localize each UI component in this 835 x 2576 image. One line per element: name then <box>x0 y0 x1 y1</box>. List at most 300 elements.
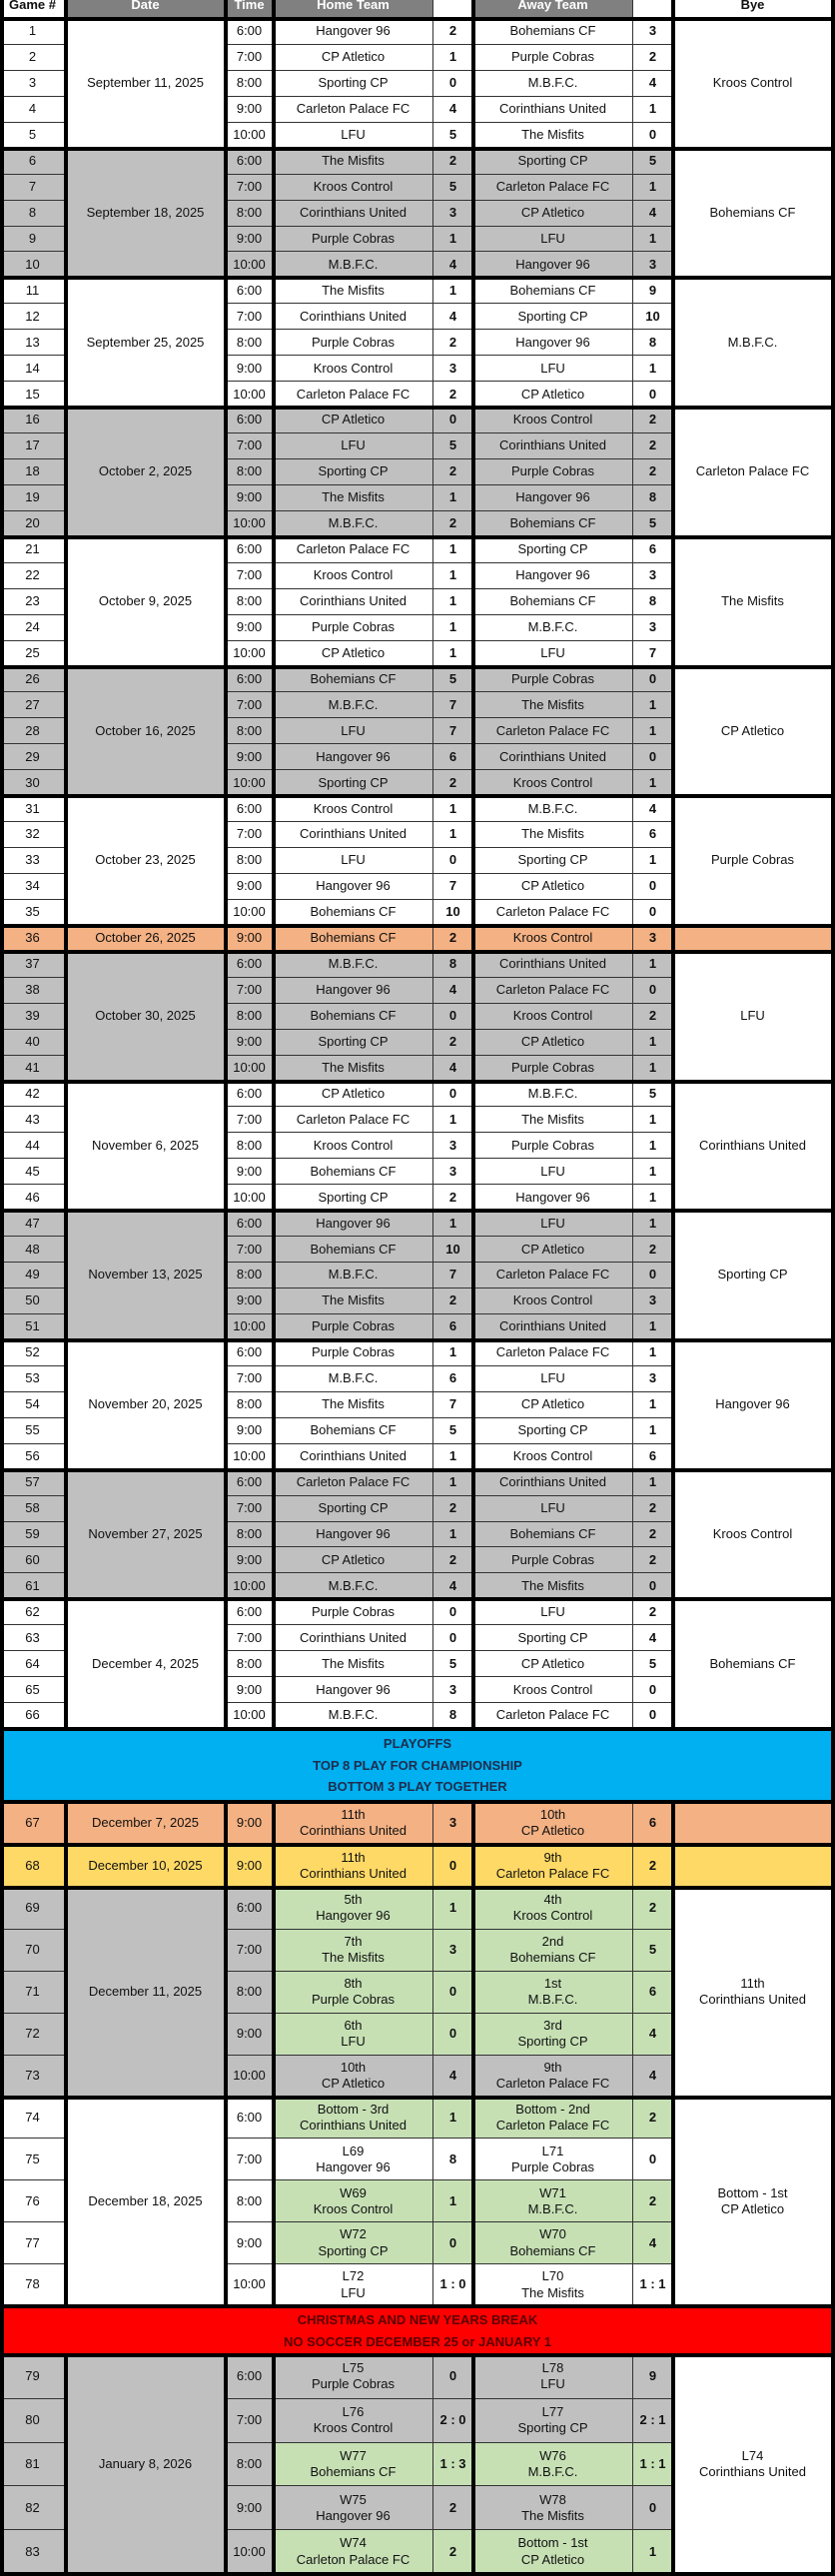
away-score: 0 <box>633 1263 673 1288</box>
match-date: December 4, 2025 <box>66 1599 226 1729</box>
game-time: 6:00 <box>226 2355 274 2399</box>
away-score: 5 <box>633 149 673 175</box>
game-time: 10:00 <box>226 1703 274 1729</box>
game-time: 7:00 <box>226 692 274 718</box>
game-time: 8:00 <box>226 71 274 97</box>
home-team-team: Bohemians CF <box>310 2464 397 2480</box>
home-team: Hangover 96 <box>274 1522 433 1548</box>
away-team-team: Bohemians CF <box>509 1950 596 1966</box>
game-time: 9:00 <box>226 1418 274 1444</box>
game-time: 7:00 <box>226 1366 274 1392</box>
home-team: CP Atletico <box>274 1082 433 1108</box>
away-score: 1 : 1 <box>633 2264 673 2306</box>
game-time: 6:00 <box>226 2098 274 2140</box>
bye-team-label: L74 <box>741 2447 764 2463</box>
game-number: 20 <box>0 511 66 537</box>
away-team: Purple Cobras <box>473 1056 633 1082</box>
home-score: 2 <box>433 149 473 175</box>
game-number: 31 <box>0 796 66 822</box>
game-number: 49 <box>0 1263 66 1288</box>
home-score: 3 <box>433 356 473 382</box>
game-number: 74 <box>0 2098 66 2140</box>
match-date: September 25, 2025 <box>66 278 226 408</box>
home-score: 3 <box>433 1802 473 1845</box>
away-team: LFU <box>473 1366 633 1392</box>
home-team: Bohemians CF <box>274 1159 433 1185</box>
match-date: October 9, 2025 <box>66 537 226 667</box>
away-score: 5 <box>633 1082 673 1108</box>
away-score: 1 <box>633 227 673 253</box>
home-team: The Misfits <box>274 1392 433 1418</box>
away-score: 8 <box>633 330 673 356</box>
bye-team: CP Atletico <box>673 667 833 797</box>
away-score: 6 <box>633 1444 673 1470</box>
home-score: 0 <box>433 2014 473 2056</box>
away-team: M.B.F.C. <box>473 1082 633 1108</box>
match-date: November 13, 2025 <box>66 1211 226 1340</box>
game-time: 10:00 <box>226 382 274 408</box>
playoffs-banner-line: BOTTOM 3 PLAY TOGETHER <box>328 1779 507 1795</box>
home-team-team: Corinthians United <box>300 2117 407 2133</box>
home-team-label: 11th <box>341 1849 366 1865</box>
away-team <box>473 1972 633 2014</box>
game-time: 10:00 <box>226 123 274 149</box>
game-number: 5 <box>0 123 66 149</box>
away-score: 1 <box>633 1107 673 1133</box>
away-team-team: M.B.F.C. <box>527 2464 578 2480</box>
away-team: Purple Cobras <box>473 459 633 485</box>
game-number: 25 <box>0 641 66 667</box>
game-time: 7:00 <box>226 978 274 1004</box>
game-number: 10 <box>0 252 66 278</box>
away-score: 0 <box>633 900 673 926</box>
game-time: 6:00 <box>226 1599 274 1625</box>
column-divider <box>64 0 68 2574</box>
home-score: 1 <box>433 537 473 563</box>
home-team-label: 6th <box>344 2017 363 2033</box>
game-time: 8:00 <box>226 1133 274 1159</box>
away-score: 2 <box>633 45 673 71</box>
game-number: 37 <box>0 952 66 978</box>
home-team: Hangover 96 <box>274 19 433 45</box>
away-team: Sporting CP <box>473 1418 633 1444</box>
away-team: Purple Cobras <box>473 1547 633 1573</box>
away-team: CP Atletico <box>473 1237 633 1263</box>
away-score: 2 <box>633 1547 673 1573</box>
home-score: 4 <box>433 252 473 278</box>
match-date: December 7, 2025 <box>66 1802 226 1845</box>
home-team <box>274 2530 433 2574</box>
away-team: Purple Cobras <box>473 1133 633 1159</box>
home-team: Hangover 96 <box>274 1211 433 1237</box>
home-team-label: W74 <box>340 2535 367 2551</box>
match-date: November 20, 2025 <box>66 1340 226 1470</box>
away-score: 1 <box>633 2530 673 2574</box>
bye-team: Bohemians CF <box>673 149 833 279</box>
away-team: Carleton Palace FC <box>473 978 633 1004</box>
week-divider <box>0 1338 835 1342</box>
away-team: LFU <box>473 1496 633 1522</box>
away-team: LFU <box>473 227 633 253</box>
away-team-label: L71 <box>541 2143 564 2158</box>
away-score: 2 <box>633 2098 673 2140</box>
away-team-label: 9th <box>543 1849 562 1865</box>
game-time: 7:00 <box>226 1496 274 1522</box>
away-score: 2 <box>633 1599 673 1625</box>
away-team-team: LFU <box>540 2376 565 2392</box>
match-date: October 23, 2025 <box>66 796 226 926</box>
home-score: 1 <box>433 45 473 71</box>
game-number: 77 <box>0 2222 66 2264</box>
game-number: 11 <box>0 278 66 304</box>
home-score: 0 <box>433 2355 473 2399</box>
game-time: 8:00 <box>226 1004 274 1030</box>
away-team-label: 4th <box>543 1892 562 1908</box>
home-team: Hangover 96 <box>274 744 433 770</box>
home-team: Purple Cobras <box>274 1340 433 1366</box>
home-team: Corinthians United <box>274 304 433 330</box>
playoffs-banner-line: PLAYOFFS <box>383 1736 452 1752</box>
away-score: 3 <box>633 1288 673 1314</box>
home-team-team: CP Atletico <box>321 2076 386 2092</box>
header-away: Away Team <box>473 0 633 19</box>
home-team-team: Hangover 96 <box>316 2507 391 2523</box>
away-team: M.B.F.C. <box>473 615 633 641</box>
away-team: Sporting CP <box>473 848 633 874</box>
game-time: 7:00 <box>226 1107 274 1133</box>
home-team: M.B.F.C. <box>274 1366 433 1392</box>
game-time: 10:00 <box>226 1056 274 1082</box>
game-time: 8:00 <box>226 459 274 485</box>
away-team: Bohemians CF <box>473 278 633 304</box>
away-team: CP Atletico <box>473 382 633 408</box>
column-divider <box>272 0 276 2574</box>
bye-team: Carleton Palace FC <box>673 408 833 537</box>
away-team-label: 3rd <box>543 2017 562 2033</box>
home-team: The Misfits <box>274 1056 433 1082</box>
home-score: 0 <box>433 1004 473 1030</box>
playoffs-banner <box>0 1729 835 1802</box>
bye-team: Purple Cobras <box>673 796 833 926</box>
week-divider <box>0 406 835 410</box>
away-team-label: L77 <box>541 2403 564 2419</box>
game-time: 7:00 <box>226 1930 274 1972</box>
away-team: Hangover 96 <box>473 485 633 511</box>
game-time: 6:00 <box>226 1888 274 1930</box>
away-team <box>473 2222 633 2264</box>
game-number: 21 <box>0 537 66 563</box>
bye-team <box>673 1888 833 2098</box>
week-divider <box>0 2096 835 2100</box>
away-team: CP Atletico <box>473 1651 633 1677</box>
game-time: 9:00 <box>226 926 274 952</box>
home-team <box>274 2355 433 2399</box>
home-team <box>274 2443 433 2487</box>
away-score: 1 <box>633 1392 673 1418</box>
week-divider <box>0 950 835 954</box>
away-team <box>473 2399 633 2443</box>
home-team-label: W77 <box>340 2447 367 2463</box>
home-team: CP Atletico <box>274 45 433 71</box>
home-score: 5 <box>433 433 473 459</box>
game-time: 6:00 <box>226 1211 274 1237</box>
away-score: 6 <box>633 822 673 848</box>
game-number: 56 <box>0 1444 66 1470</box>
away-team: Kroos Control <box>473 1004 633 1030</box>
game-time: 10:00 <box>226 252 274 278</box>
home-score: 1 <box>433 1522 473 1548</box>
game-number: 79 <box>0 2355 66 2399</box>
away-score: 2 <box>633 1888 673 1930</box>
home-score: 8 <box>433 952 473 978</box>
away-team: LFU <box>473 356 633 382</box>
home-team: Carleton Palace FC <box>274 1470 433 1496</box>
match-date: November 6, 2025 <box>66 1082 226 1212</box>
home-team-team: Purple Cobras <box>311 2376 396 2392</box>
home-score: 6 <box>433 744 473 770</box>
game-time: 6:00 <box>226 278 274 304</box>
match-date: December 10, 2025 <box>66 1845 226 1888</box>
home-team: Sporting CP <box>274 1030 433 1056</box>
away-team: Carleton Palace FC <box>473 1263 633 1288</box>
week-divider <box>0 1843 835 1847</box>
away-team: Corinthians United <box>473 97 633 123</box>
away-team-label: L70 <box>541 2268 564 2284</box>
game-time: 6:00 <box>226 667 274 693</box>
away-team: Bohemians CF <box>473 589 633 615</box>
away-score: 1 <box>633 356 673 382</box>
game-number: 4 <box>0 97 66 123</box>
game-number: 64 <box>0 1651 66 1677</box>
game-time: 8:00 <box>226 718 274 744</box>
home-team: LFU <box>274 718 433 744</box>
game-time: 10:00 <box>226 770 274 796</box>
bye-team: Kroos Control <box>673 1470 833 1600</box>
game-time: 9:00 <box>226 874 274 900</box>
away-team <box>473 1888 633 1930</box>
away-score: 4 <box>633 796 673 822</box>
game-number: 66 <box>0 1703 66 1729</box>
away-team: Carleton Palace FC <box>473 900 633 926</box>
home-score: 6 <box>433 1366 473 1392</box>
game-number: 59 <box>0 1522 66 1548</box>
away-team <box>473 2056 633 2098</box>
home-score: 2 <box>433 2486 473 2530</box>
bye-team: Hangover 96 <box>673 1340 833 1470</box>
away-team-team: The Misfits <box>521 2284 584 2300</box>
away-score: 0 <box>633 978 673 1004</box>
bye-team <box>673 1845 833 1888</box>
away-team <box>473 2180 633 2222</box>
away-team-team: Purple Cobras <box>510 2158 595 2174</box>
away-team: Kroos Control <box>473 1288 633 1314</box>
away-team: Kroos Control <box>473 770 633 796</box>
home-team: Carleton Palace FC <box>274 537 433 563</box>
away-score: 1 <box>633 1185 673 1211</box>
game-number: 12 <box>0 304 66 330</box>
away-score: 7 <box>633 641 673 667</box>
game-number: 57 <box>0 1470 66 1496</box>
away-team-team: CP Atletico <box>520 2551 585 2567</box>
game-time: 10:00 <box>226 900 274 926</box>
home-team: Bohemians CF <box>274 1004 433 1030</box>
game-time: 10:00 <box>226 1444 274 1470</box>
home-team: Purple Cobras <box>274 330 433 356</box>
home-score: 4 <box>433 1573 473 1599</box>
game-time: 10:00 <box>226 511 274 537</box>
home-score: 2 <box>433 330 473 356</box>
home-score: 7 <box>433 1263 473 1288</box>
home-team-label: 10th <box>340 2059 367 2075</box>
home-team: M.B.F.C. <box>274 511 433 537</box>
match-date: October 30, 2025 <box>66 952 226 1082</box>
bye-team: M.B.F.C. <box>673 278 833 408</box>
game-number: 23 <box>0 589 66 615</box>
bye-team <box>673 926 833 952</box>
bye-team: Corinthians United <box>673 1082 833 1212</box>
away-team: Purple Cobras <box>473 45 633 71</box>
away-score: 4 <box>633 1625 673 1651</box>
game-time: 7:00 <box>226 1625 274 1651</box>
home-team: LFU <box>274 433 433 459</box>
game-time: 9:00 <box>226 2014 274 2056</box>
bye-team: The Misfits <box>673 537 833 667</box>
home-team: Hangover 96 <box>274 874 433 900</box>
match-date: October 26, 2025 <box>66 926 226 952</box>
game-time: 9:00 <box>226 1677 274 1703</box>
game-time: 9:00 <box>226 744 274 770</box>
away-score: 1 <box>633 1340 673 1366</box>
home-score: 3 <box>433 1133 473 1159</box>
home-team: M.B.F.C. <box>274 1703 433 1729</box>
home-team: Sporting CP <box>274 1496 433 1522</box>
home-team: The Misfits <box>274 485 433 511</box>
away-team-label: W71 <box>539 2184 566 2200</box>
home-team: Purple Cobras <box>274 227 433 253</box>
home-team: Corinthians United <box>274 822 433 848</box>
away-score: 2 <box>633 1496 673 1522</box>
bye-team: Sporting CP <box>673 1211 833 1340</box>
home-team-team: Corinthians United <box>300 1866 407 1882</box>
away-score: 3 <box>633 1366 673 1392</box>
game-time: 8:00 <box>226 1651 274 1677</box>
game-number: 53 <box>0 1366 66 1392</box>
game-time: 6:00 <box>226 1082 274 1108</box>
home-score: 4 <box>433 978 473 1004</box>
game-time: 9:00 <box>226 615 274 641</box>
game-number: 52 <box>0 1340 66 1366</box>
away-score: 5 <box>633 511 673 537</box>
game-number: 39 <box>0 1004 66 1030</box>
home-team: Sporting CP <box>274 459 433 485</box>
game-time: 10:00 <box>226 2530 274 2574</box>
away-team-team: Carleton Palace FC <box>495 2117 610 2133</box>
away-team: Bohemians CF <box>473 1522 633 1548</box>
header-date: Date <box>66 0 226 19</box>
home-team-label: 8th <box>344 1976 363 1992</box>
home-team: The Misfits <box>274 1288 433 1314</box>
home-score: 2 <box>433 1185 473 1211</box>
away-score: 0 <box>633 1677 673 1703</box>
home-score: 5 <box>433 667 473 693</box>
away-score: 3 <box>633 563 673 589</box>
game-number: 36 <box>0 926 66 952</box>
home-team-team: Kroos Control <box>313 2200 394 2216</box>
away-team: Hangover 96 <box>473 252 633 278</box>
home-team <box>274 2180 433 2222</box>
home-team: M.B.F.C. <box>274 1573 433 1599</box>
game-number: 7 <box>0 175 66 201</box>
home-team: Corinthians United <box>274 1625 433 1651</box>
home-team: CP Atletico <box>274 408 433 433</box>
home-score: 2 <box>433 511 473 537</box>
home-score: 2 <box>433 382 473 408</box>
game-number: 14 <box>0 356 66 382</box>
game-number: 26 <box>0 667 66 693</box>
away-score: 6 <box>633 1802 673 1845</box>
home-score: 1 <box>433 796 473 822</box>
away-score: 6 <box>633 1972 673 2014</box>
week-divider <box>0 535 835 539</box>
game-time: 9:00 <box>226 97 274 123</box>
home-team: LFU <box>274 123 433 149</box>
away-team <box>473 1802 633 1845</box>
away-score: 0 <box>633 667 673 693</box>
column-divider <box>671 0 675 2574</box>
bye-team-team: CP Atletico <box>720 2200 785 2216</box>
game-time: 8:00 <box>226 201 274 227</box>
home-score: 0 <box>433 848 473 874</box>
home-score: 4 <box>433 1056 473 1082</box>
away-team: The Misfits <box>473 822 633 848</box>
home-team-team: LFU <box>341 2034 366 2050</box>
home-team: Kroos Control <box>274 563 433 589</box>
game-number: 30 <box>0 770 66 796</box>
home-team: Kroos Control <box>274 1133 433 1159</box>
home-team: CP Atletico <box>274 641 433 667</box>
home-score: 7 <box>433 1392 473 1418</box>
home-score: 0 <box>433 71 473 97</box>
game-time: 8:00 <box>226 1972 274 2014</box>
home-score: 2 <box>433 1030 473 1056</box>
game-time: 9:00 <box>226 2222 274 2264</box>
game-time: 7:00 <box>226 2139 274 2180</box>
game-number: 70 <box>0 1930 66 1972</box>
game-time: 6:00 <box>226 408 274 433</box>
game-time: 8:00 <box>226 848 274 874</box>
home-score: 1 <box>433 641 473 667</box>
home-score: 1 <box>433 563 473 589</box>
week-divider <box>0 1597 835 1601</box>
game-number: 15 <box>0 382 66 408</box>
week-divider <box>0 17 835 21</box>
game-number: 51 <box>0 1314 66 1340</box>
home-team: M.B.F.C. <box>274 692 433 718</box>
away-score: 0 <box>633 744 673 770</box>
away-team-team: The Misfits <box>521 2507 584 2523</box>
home-score: 8 <box>433 2139 473 2180</box>
home-team: Sporting CP <box>274 770 433 796</box>
home-score: 0 <box>433 1972 473 2014</box>
home-score: 1 <box>433 227 473 253</box>
away-team: LFU <box>473 1599 633 1625</box>
home-score: 0 <box>433 408 473 433</box>
away-team-label: W78 <box>539 2491 566 2507</box>
away-team: Bohemians CF <box>473 19 633 45</box>
away-score: 2 <box>633 1845 673 1888</box>
game-number: 83 <box>0 2530 66 2574</box>
away-score: 6 <box>633 537 673 563</box>
